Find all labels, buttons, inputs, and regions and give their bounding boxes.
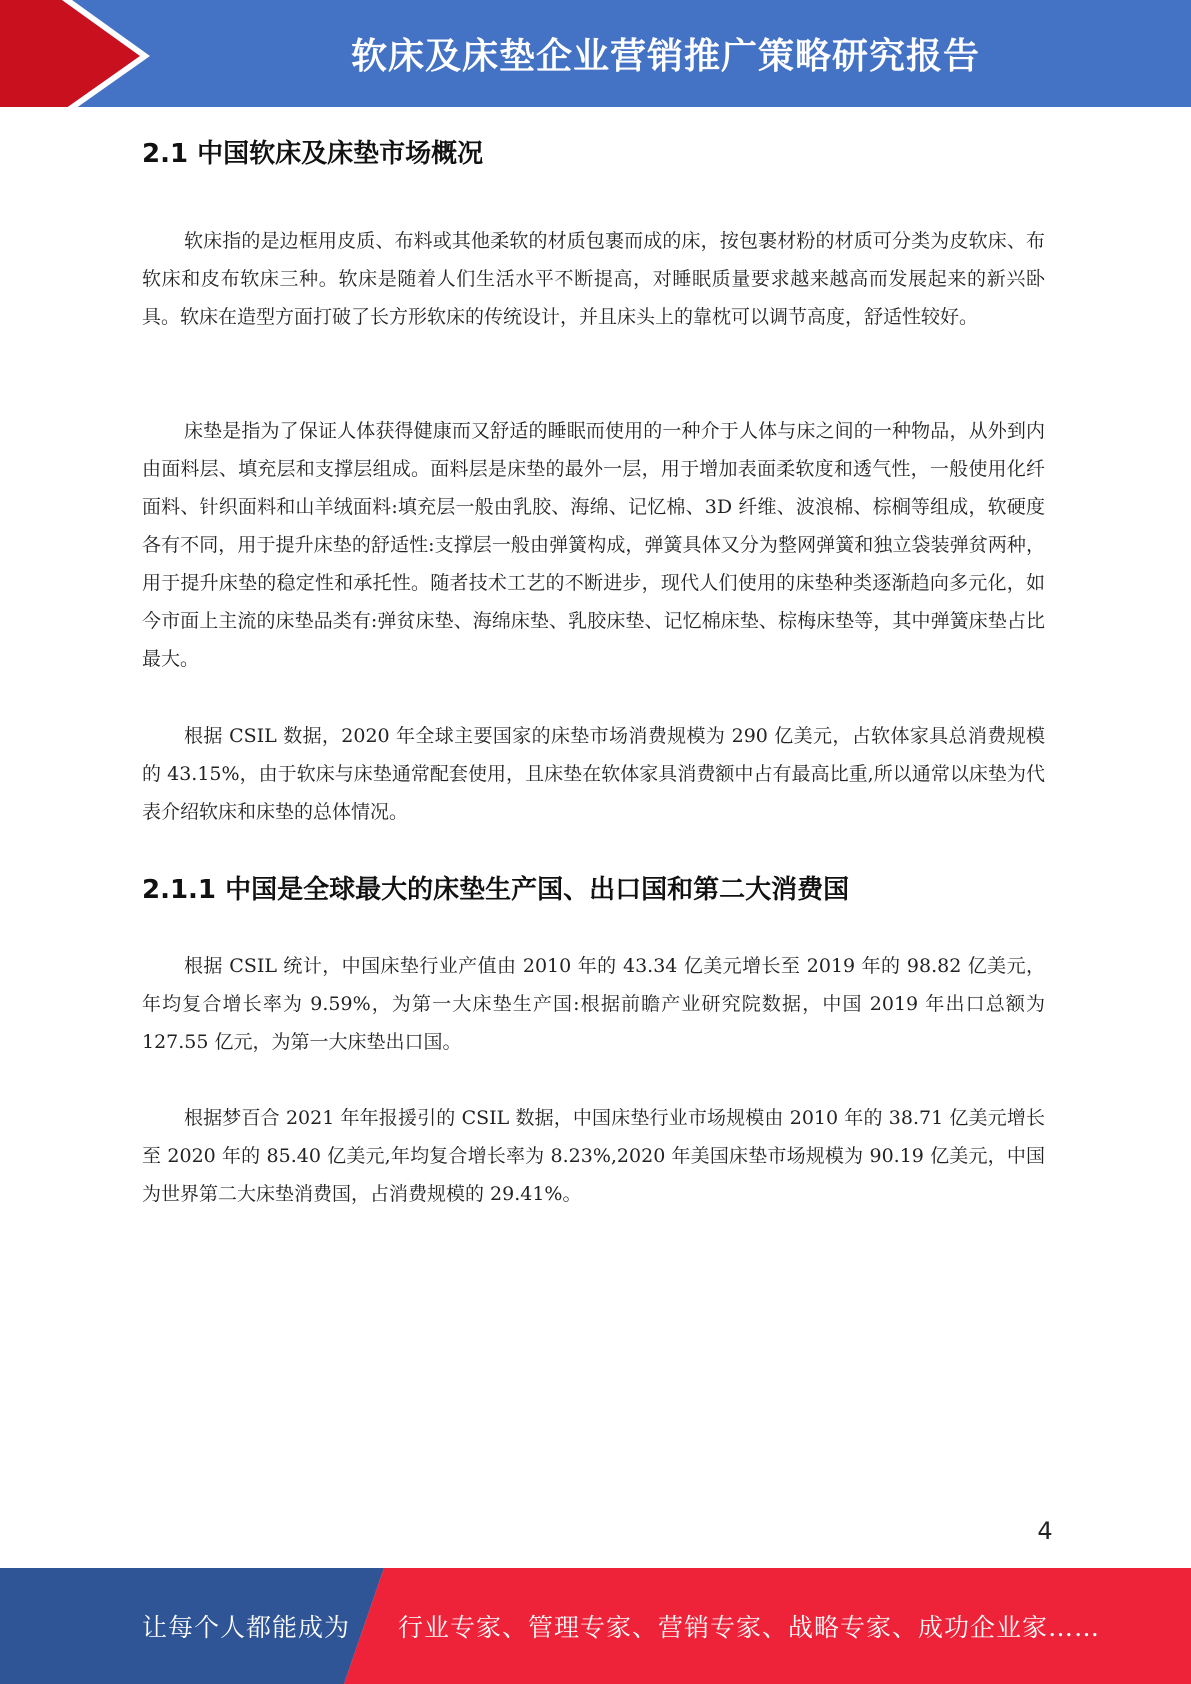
page-header <box>0 0 1191 111</box>
footer-slogan-right: 行业专家、管理专家、营销专家、战略专家、成功企业家…… <box>398 1613 1101 1642</box>
section-heading-2-1: 2.1 中国软床及床垫市场概况 <box>142 139 484 169</box>
paragraph-production-export: 根据 CSIL 统计，中国床垫行业产值由 2010 年的 43.34 亿美元增长至 2019 年的 98.82 亿美元，年均复合增长率为 9.59%，为第一大床垫生产国:根据前瞻产业研究院数据，中国 2019 年出口总额为 127.55 亿元，为第一大床垫出口国。 <box>142 955 1045 1053</box>
paragraph-csil-consumption: 根据 CSIL 数据，2020 年全球主要国家的床垫市场消费规模为 290 亿美元，占软体家具总消费规模的 43.15%，由于软床与床垫通常配套使用，且床垫在软体家具消费额中占有最高比重,所以通常以床垫为代表介绍软床和床垫的总体情况。 <box>142 725 1045 823</box>
page-footer <box>0 1568 1191 1684</box>
paragraph-soft-bed-definition: 软床指的是边框用皮质、布料或其他柔软的材质包裹而成的床，按包裹材粉的材质可分类为皮软床、布软床和皮布软床三种。软床是随着人们生活水平不断提高，对睡眠质量要求越来越高而发展起来的新兴卧具。软床在造型方面打破了长方形软床的传统设计，并且床头上的靠枕可以调节高度，舒适性较好。 <box>142 230 1045 328</box>
section-heading-2-1-1: 2.1.1 中国是全球最大的床垫生产国、出口国和第二大消费国 <box>142 875 850 905</box>
report-title: 软床及床垫企业营销推广策略研究报告 <box>350 36 980 77</box>
paragraph-mattress-definition: 床垫是指为了保证人体获得健康而又舒适的睡眠而使用的一种介于人体与床之间的一种物品，从外到内由面料层、填充层和支撑层组成。面料层是床垫的最外一层，用于增加表面柔软度和透气性，一般使用化纤面料、针织面料和山羊绒面料:填充层一般由乳胶、海绵、记忆棉、3D 纤维、波浪棉、棕榈等组成，软硬度各有不同，用于提升床垫的舒适性:支撑层一般由弹簧构成，弹簧具体又分为整网弹簧和独立袋装弹贫两种，用于提升床垫的稳定性和承托性。随者技术工艺的不断进步，现代人们使用的床垫种类逐渐趋向多元化，如今市面上主流的床垫品类有:弹贫床垫、海绵床垫、乳胶床垫、记忆棉床垫、棕梅床垫等，其中弹簧床垫占比最大。 <box>142 420 1045 670</box>
page-number: 4 <box>1037 1517 1053 1545</box>
paragraph-market-size: 根据梦百合 2021 年年报援引的 CSIL 数据，中国床垫行业市场规模由 2010 年的 38.71 亿美元增长至 2020 年的 85.40 亿美元,年均复合增长率为 8.23%,2020 年美国床垫市场规模为 90.19 亿美元，中国为世界第二大床垫消费国，占消费规模的 29.41%。 <box>142 1107 1045 1205</box>
footer-slogan-left: 让每个人都能成为 <box>142 1613 351 1642</box>
